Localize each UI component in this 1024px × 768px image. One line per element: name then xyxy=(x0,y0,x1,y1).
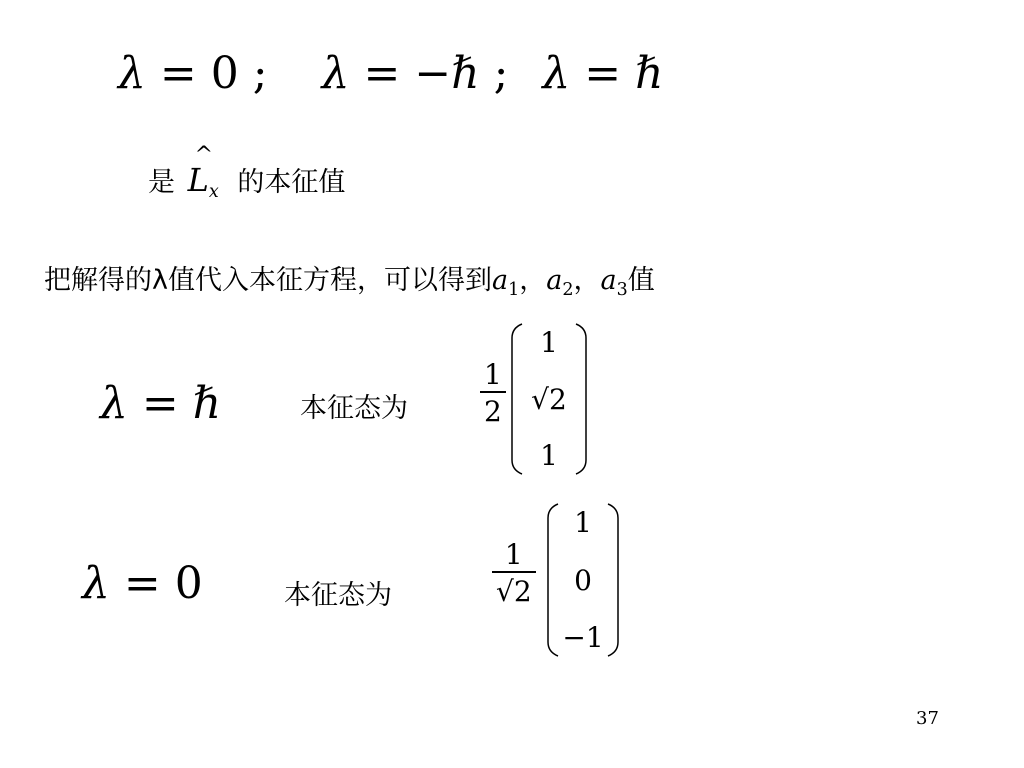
eigenvector-hbar xyxy=(510,322,588,476)
fraction-numerator: 1 xyxy=(504,538,523,571)
lambda-symbol: λ xyxy=(118,48,146,99)
separator: ; xyxy=(493,48,509,99)
instruction-text: 把解得的λ值代入本征方程，可以得到 xyxy=(44,265,492,296)
lambda-symbol: λ xyxy=(82,558,110,609)
vector-component: 0 xyxy=(574,563,592,597)
equals-sign: = xyxy=(584,48,622,99)
eigenvalue-zero: 0 xyxy=(174,558,203,609)
operator-lx xyxy=(187,143,219,203)
coefficient-fraction xyxy=(480,358,506,428)
equals-sign: = xyxy=(159,48,197,99)
right-paren xyxy=(606,502,620,658)
case-zero-equation xyxy=(82,558,203,609)
eigenstate-label: 本征态为 xyxy=(300,393,408,424)
note-prefix: 是 xyxy=(148,167,175,198)
comma: ， xyxy=(519,265,547,296)
lambda-symbol: λ xyxy=(321,48,350,99)
eigenvalue-hbar: ℏ xyxy=(192,378,222,429)
subscript-3: 3 xyxy=(616,280,628,301)
lambda-symbol: λ xyxy=(100,378,128,429)
vector-component: 1 xyxy=(540,326,558,359)
case-hbar-equation xyxy=(100,378,221,429)
coef-a1: a xyxy=(491,265,509,296)
left-paren xyxy=(546,502,560,658)
fraction-numerator: 1 xyxy=(484,358,502,391)
equals-sign: = xyxy=(141,378,179,429)
right-paren xyxy=(574,322,588,476)
vector-component: −1 xyxy=(562,621,604,654)
instruction-line xyxy=(44,258,655,300)
eigenvector-zero xyxy=(546,502,620,658)
equals-sign: = xyxy=(363,48,401,99)
operator-hat: ^ xyxy=(194,143,214,168)
lambda-symbol: λ xyxy=(542,48,571,99)
instruction-end: 值 xyxy=(627,265,655,296)
eigenvalue-equation xyxy=(118,48,664,99)
subscript-2: 2 xyxy=(562,280,574,301)
coef-a3: a xyxy=(600,265,617,296)
coefficient-fraction xyxy=(492,538,536,608)
eigenstate-label: 本征态为 xyxy=(284,580,392,611)
vector-component: 1 xyxy=(574,506,592,539)
note-suffix: 的本征值 xyxy=(237,167,346,198)
eigenvalue-minus-hbar: −ℏ xyxy=(414,48,480,99)
page-number: 37 xyxy=(916,708,939,729)
operator-subscript: x xyxy=(208,182,219,203)
separator: ; xyxy=(252,48,268,99)
vector-component: 1 xyxy=(540,439,558,472)
operator-letter: L xyxy=(187,161,209,199)
coef-a2: a xyxy=(546,265,563,296)
subscript-1: 1 xyxy=(508,280,520,301)
fraction-denominator: √2 xyxy=(492,571,536,608)
eigenvalue-hbar: ℏ xyxy=(635,48,664,99)
comma: ， xyxy=(573,265,601,296)
eigenvalue-zero: 0 xyxy=(210,48,239,99)
vector-component: √2 xyxy=(531,382,567,416)
fraction-denominator: 2 xyxy=(480,391,506,428)
left-paren xyxy=(510,322,524,476)
eigenvalue-note xyxy=(148,143,346,203)
equals-sign: = xyxy=(123,558,161,609)
